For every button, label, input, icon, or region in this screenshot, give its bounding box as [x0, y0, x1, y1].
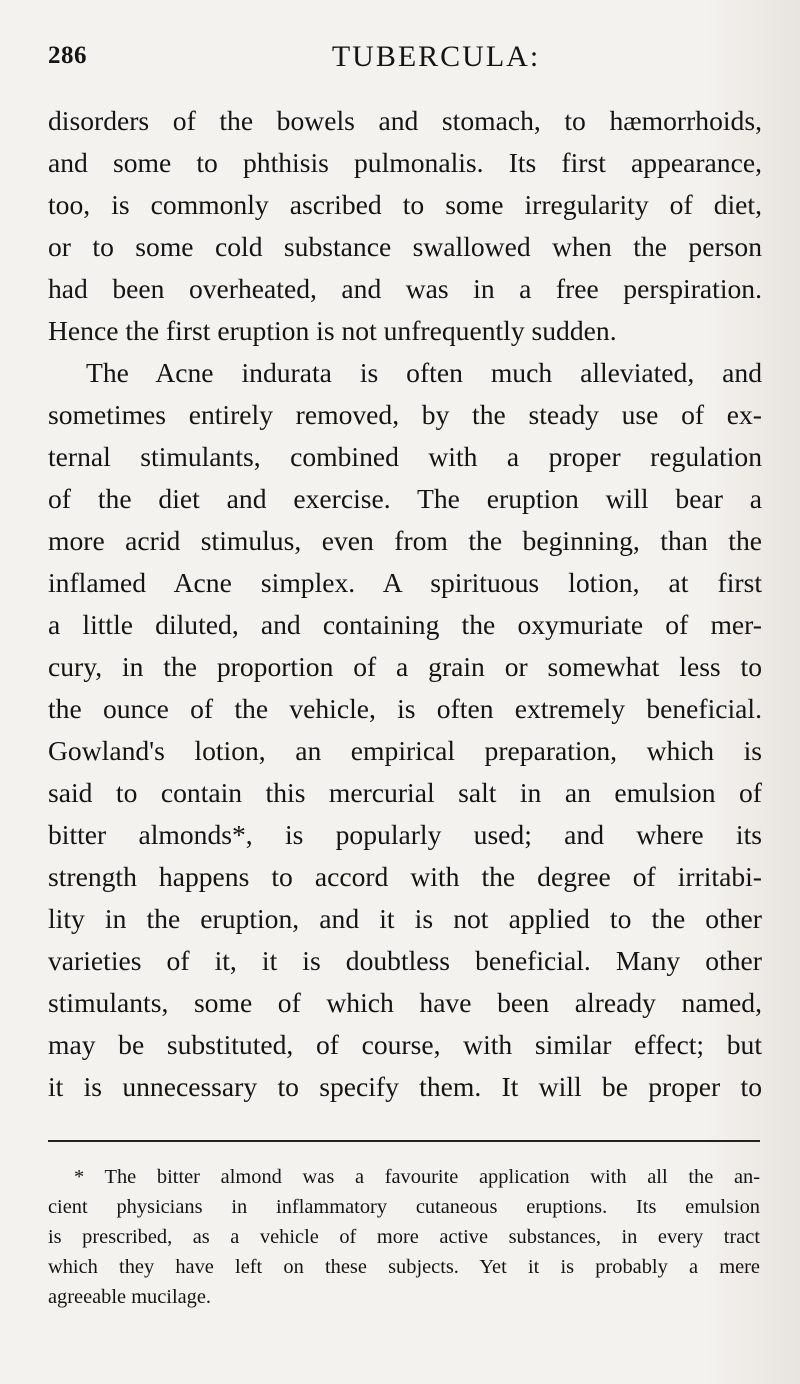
text-line: ternal stimulants, combined with a proper regulation	[48, 441, 762, 472]
text-line: disorders of the bowels and stomach, to hæmorrhoids,	[48, 105, 762, 136]
text-line: said to contain this mercurial salt in an emulsion of	[48, 777, 762, 808]
footnote-line: cient physicians in inflammatory cutaneous eruptions. Its emulsion	[48, 1196, 760, 1218]
footnote-line: agreeable mucilage.	[48, 1286, 212, 1308]
text-line: varieties of it, it is doubtless beneficial. Many other	[48, 945, 762, 976]
text-line: strength happens to accord with the degree of irritabi-	[48, 861, 762, 892]
text-line: The Acne indurata is often much alleviated, and	[86, 357, 762, 388]
text-line: sometimes entirely removed, by the steady use of ex-	[48, 399, 762, 430]
body-text	[48, 100, 762, 1108]
text-line: too, is commonly ascribed to some irregularity of diet,	[48, 189, 762, 220]
text-line: the ounce of the vehicle, is often extremely beneficial.	[48, 693, 762, 724]
text-line: more acrid stimulus, even from the beginning, than the	[48, 525, 762, 556]
text-line: had been overheated, and was in a free perspiration.	[48, 273, 762, 304]
footnote-divider	[48, 1140, 760, 1142]
text-line: of the diet and exercise. The eruption will bear a	[48, 483, 762, 514]
running-title: TUBERCULA:	[331, 40, 541, 73]
footnote	[48, 1162, 760, 1312]
text-line: Hence the first eruption is not unfrequently sudden.	[48, 315, 617, 346]
text-line: inflamed Acne simplex. A spirituous lotion, at first	[48, 567, 762, 598]
text-line: it is unnecessary to specify them. It will be proper to	[48, 1071, 762, 1102]
text-line: a little diluted, and containing the oxymuriate of mer-	[48, 609, 762, 640]
text-line: cury, in the proportion of a grain or somewhat less to	[48, 651, 762, 682]
page-number: 286	[48, 42, 87, 69]
text-line: lity in the eruption, and it is not applied to the other	[48, 903, 762, 934]
footnote-line: which they have left on these subjects. Yet it is probably a mere	[48, 1256, 760, 1278]
text-line: bitter almonds*, is popularly used; and where its	[48, 819, 762, 850]
text-line: stimulants, some of which have been already named,	[48, 987, 762, 1018]
text-line: Gowland's lotion, an empirical preparation, which is	[48, 735, 762, 766]
text-line: or to some cold substance swallowed when the person	[48, 231, 762, 262]
footnote-line: * The bitter almond was a favourite application with all the an-	[74, 1166, 760, 1188]
text-line: may be substituted, of course, with similar effect; but	[48, 1029, 762, 1060]
running-head	[48, 40, 764, 80]
text-line: and some to phthisis pulmonalis. Its first appearance,	[48, 147, 762, 178]
footnote-line: is prescribed, as a vehicle of more active substances, in every tract	[48, 1226, 760, 1248]
